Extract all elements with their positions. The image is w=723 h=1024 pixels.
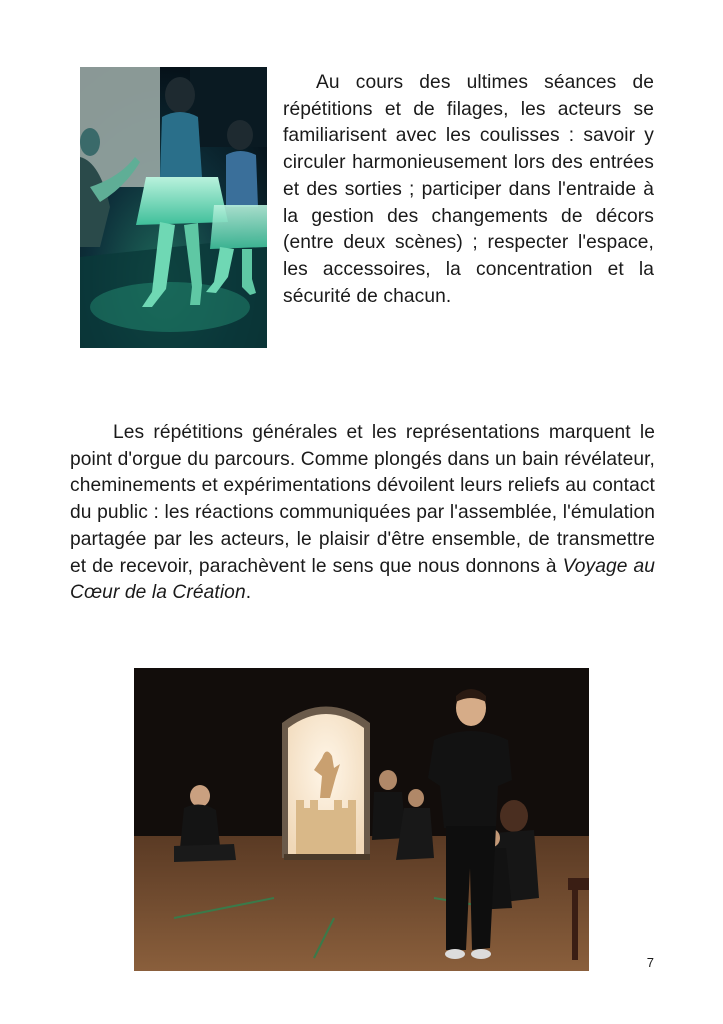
paragraph-repetitions-text: Les répétitions générales et les représentations marquent le point d'orgue du parcours. Comme plongés dans un bain révélateur, cheminements et expérimentations dévoilent leurs reliefs au contact du public : les réactions communiquées par l'assemblée, l'émulation partagée par les acteurs, le plaisir d'être ensemble, de transmettre et de recevoir, parachèvent le sens que nous donnons à	[70, 422, 655, 577]
paragraph-coulisses: Au cours des ultimes séances de répétitions et de filages, les acteurs se familiarisent avec les coulisses : savoir y circuler harmonieusement lors des entrées et des sorties ; participer dans l'entraide à la gestion des changements de décors (entre deux scènes) ; respecter l'espace, les accessoires, la concentration et la sécurité de chacun.	[283, 72, 654, 307]
show-title: Voyage au Cœur de la Création	[70, 555, 656, 604]
children-stage-photo	[134, 668, 589, 971]
paragraph-repetitions-end: .	[245, 582, 252, 604]
page-number: 7	[646, 955, 654, 970]
dancers-backstage-photo	[80, 67, 267, 348]
paragraph-repetitions	[70, 420, 655, 607]
